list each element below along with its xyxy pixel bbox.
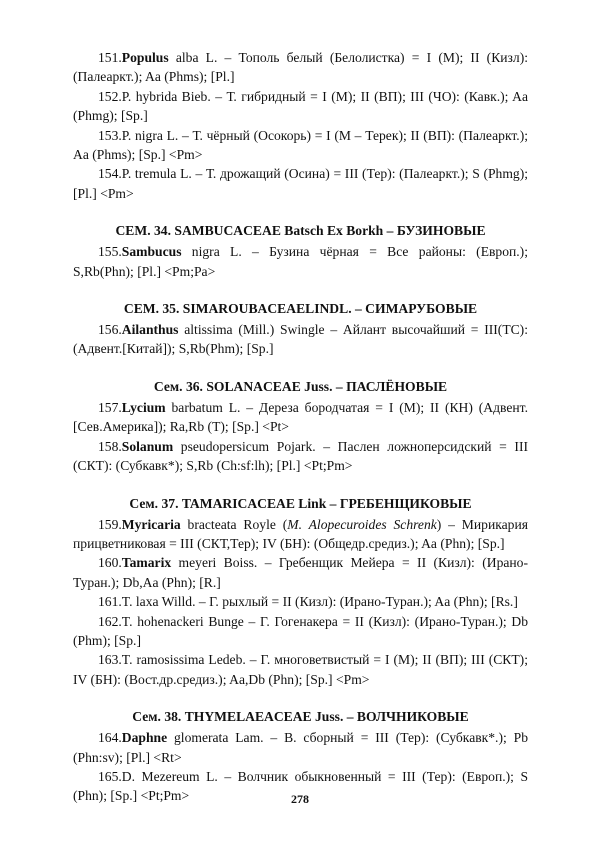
entry-159 — [73, 515, 528, 554]
genus-name: Solanum — [121, 438, 174, 454]
entry-number: 158. — [98, 438, 122, 454]
entry-text: bracteata Royle ( — [180, 516, 288, 532]
entry-156 — [73, 320, 528, 359]
family-heading-thymelaeaceae: Сем. 38. THYMELAEACEAE Juss. – ВОЛЧНИКОВЫЕ — [132, 709, 469, 725]
family-heading-tamaricaceae: Сем. 37. TAMARICACEAE Link – ГРЕБЕНЩИКОВЫЕ — [129, 495, 472, 511]
entry-158 — [73, 437, 528, 476]
entry-number: 156. — [98, 322, 122, 338]
genus-name: Ailanthus — [121, 322, 179, 338]
genus-name: Myricaria — [121, 516, 181, 532]
entry-number: 161. — [98, 594, 122, 610]
entry-text: altissima (Mill.) Swingle – Айлант высочайший = III(ТС): (Адвент.[Китай]); S,Rb(Phm); [Sp.] — [73, 322, 528, 357]
entry-153 — [73, 126, 528, 165]
genus-name: Lycium — [121, 399, 166, 415]
entry-number: 157. — [98, 399, 122, 415]
entry-154 — [73, 164, 528, 203]
family-heading-sambucaceae: СЕМ. 34. SAMBUCACEAE Batsch Ex Borkh – БУЗИНОВЫЕ — [115, 223, 486, 239]
entry-161 — [73, 592, 528, 611]
entry-number: 163. — [98, 652, 122, 668]
entry-text: D. Mezereum L. – Волчник обыкновенный = III (Тер): (Европ.); S (Phn); [Sp.] <Pt;Pm> — [73, 768, 528, 804]
entry-number: 165. — [98, 768, 122, 784]
entry-text: P. hybrida Bieb. – Т. гибридный = I (M); II (ВП); III (ЧО): (Кавк.); Aa (Phmg); [Sp.] — [73, 88, 528, 124]
entry-number: 159. — [98, 516, 122, 532]
entry-text-continued: ) – Мирикария прицветниковая = III (СКТ,Тер); IV (БН): (Общедр.средиз.); Aa (Phn); [Sp.] — [73, 516, 528, 551]
entry-157 — [73, 398, 528, 437]
document-body — [73, 48, 528, 806]
entry-text: pseudopersicum Pojark. – Паслен ложноперсидский = III (СКТ): (Субкавк*); S,Rb (Ch:sf:lh); [Pl.] <Pt;Pm> — [73, 438, 528, 474]
entry-text: glomerata Lam. – В. сборный = III (Тер): (Субкавк*.); Pb (Phn:sv); [Pl.] <Rt> — [73, 730, 528, 765]
entry-text: alba L. – Тополь белый (Белолистка) = I (M); II (Кизл): (Палеаркт.); Aa (Phms); [Pl.] — [73, 50, 528, 85]
entry-162 — [73, 612, 528, 651]
entry-number: 155. — [98, 244, 122, 260]
entry-text: T. ramosissima Ledeb. – Г. многоветвистый = I (M); II (ВП); III (СКТ); IV (БН): (Вост.др.средиз.); Aa,Db (Phn); [Sp.] <Pm> — [73, 652, 528, 687]
genus-name: Populus — [121, 50, 169, 65]
entry-number: 154. — [98, 166, 122, 182]
entry-text: nigra L. – Бузина чёрная = Все районы: (Европ.); S,Rb(Phn); [Pl.] <Pm;Pa> — [73, 244, 528, 279]
entry-number: 152. — [98, 88, 122, 104]
entry-160 — [73, 553, 528, 592]
entry-number: 151. — [98, 50, 122, 65]
entry-text: barbatum L. – Дереза бородчатая = I (M); II (КН) (Адвент. [Сев.Америка]); Ra,Rb (T); [Sp.] <Pt> — [73, 399, 528, 435]
family-heading-simaroubaceae: СЕМ. 35. SIMAROUBACEAELINDL. – СИМАРУБОВЫЕ — [123, 301, 478, 317]
synonym-italic: M. Alopecuroides Schrenk — [287, 516, 437, 532]
genus-name: Sambucus — [121, 244, 182, 260]
entry-164 — [73, 728, 528, 767]
entry-number: 162. — [98, 613, 122, 629]
family-heading-solanaceae: Сем. 36. SOLANACEAE Juss. – ПАСЛЁНОВЫЕ — [153, 378, 448, 394]
entry-text: meyeri Boiss. – Гребенщик Мейера = II (Кизл): (Ирано-Туран.); Db,Aa (Phn); [R.] — [73, 555, 528, 590]
entry-number: 160. — [98, 555, 122, 571]
entry-151 — [73, 48, 528, 87]
entry-text: T. laxa Willd. – Г. рыхлый = II (Кизл): (Ирано-Туран.); Aa (Phn); [Rs.] — [121, 594, 518, 610]
entry-text: P. tremula L. – Т. дрожащий (Осина) = III (Тер): (Палеаркт.); S (Phmg); [Pl.] <Pm> — [73, 166, 528, 201]
page-number: 278 — [291, 792, 309, 806]
entry-number: 164. — [98, 730, 122, 746]
entry-155 — [73, 242, 528, 281]
entry-number: 153. — [98, 127, 122, 143]
genus-name: Tamarix — [121, 555, 172, 571]
entry-text: P. nigra L. – Т. чёрный (Осокорь) = I (M – Терек); II (ВП): (Палеаркт.); Aa (Phms); [Sp.] <Pm> — [73, 127, 528, 163]
genus-name: Daphne — [121, 730, 168, 746]
entry-163 — [73, 650, 528, 689]
entry-text: T. hohenackeri Bunge – Г. Гогенакера = II (Кизл): (Ирано-Туран.); Db (Phm); [Sp.] — [73, 613, 528, 648]
entry-152 — [73, 87, 528, 126]
